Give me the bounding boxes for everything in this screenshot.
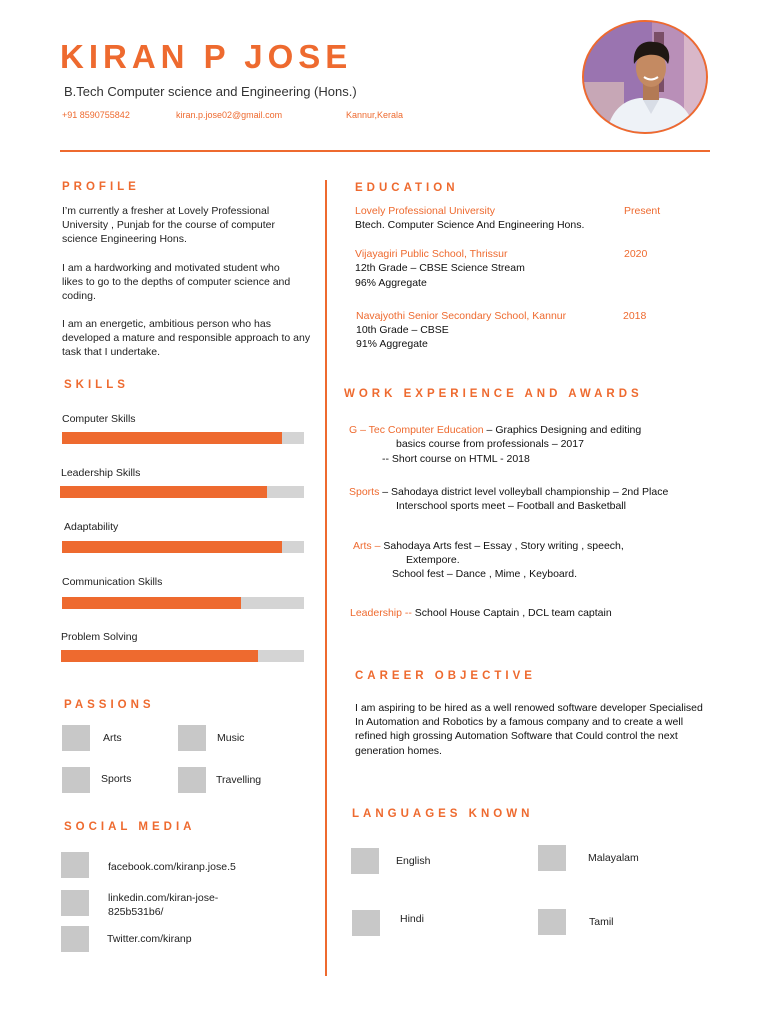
travelling-icon xyxy=(178,767,206,793)
education-detail: Btech. Computer Science And Engineering Hons. xyxy=(355,219,585,231)
profile-paragraph-1: I’m currently a fresher at Lovely Professional University , Punjab for the course of computer science Engineering Hons. xyxy=(62,205,276,246)
work-entry-label: G – Tec Computer Education xyxy=(349,424,484,436)
work-entry-leadership xyxy=(350,607,612,619)
hindi-icon xyxy=(352,910,380,936)
arts-icon xyxy=(62,725,90,751)
education-detail: 10th Grade – CBSE xyxy=(356,324,449,336)
facebook-link[interactable]: facebook.com/kiranp.jose.5 xyxy=(108,861,236,873)
skill-label: Problem Solving xyxy=(61,631,138,643)
skill-bar xyxy=(62,597,304,609)
career-objective-heading: CAREER OBJECTIVE xyxy=(355,670,536,682)
education-institution: Vijayagiri Public School, Thrissur xyxy=(355,248,508,260)
malayalam-icon xyxy=(538,845,566,871)
linkedin-link-continued[interactable]: 825b531b6/ xyxy=(108,906,164,918)
profile-photo xyxy=(582,20,708,134)
education-institution: Navajyothi Senior Secondary School, Kannur xyxy=(356,310,567,322)
work-entry-label: Leadership -- xyxy=(350,607,412,619)
passion-item: Music xyxy=(217,732,245,744)
profile-paragraph-3: I am an energetic, ambitious person who has developed a mature and responsible approach to any task that I undertake. xyxy=(62,318,311,359)
skill-bar-fill xyxy=(60,486,267,498)
work-entry-line: basics course from professionals – 2017 xyxy=(396,438,584,450)
education-score: 96% Aggregate xyxy=(355,277,427,289)
work-experience-heading: WORK EXPERIENCE AND AWARDS xyxy=(344,388,643,400)
skills-heading: SKILLS xyxy=(64,379,129,391)
work-entry-gtec xyxy=(349,424,641,436)
twitter-icon xyxy=(61,926,89,952)
skill-bar xyxy=(62,541,304,553)
work-entry-line: Interschool sports meet – Football and Basketball xyxy=(396,500,626,512)
work-entry-line: -- Short course on HTML - 2018 xyxy=(382,453,530,465)
languages-heading: LANGUAGES KNOWN xyxy=(352,808,534,820)
skill-bar xyxy=(62,432,304,444)
column-divider xyxy=(325,180,327,976)
candidate-name: KIRAN P JOSE xyxy=(60,38,353,75)
skill-label: Computer Skills xyxy=(62,413,136,425)
language-item: English xyxy=(396,855,431,867)
passion-item: Travelling xyxy=(216,774,262,786)
email-address: kiran.p.jose02@gmail.com xyxy=(176,110,283,120)
profile-paragraph-2: I am a hardworking and motivated student who likes to go to the depths of computer science and coding. xyxy=(62,262,291,303)
twitter-link[interactable]: Twitter.com/kiranp xyxy=(107,933,192,945)
work-entry-label: Arts – xyxy=(353,540,381,552)
work-entry-text: Sahodaya Arts fest – Essay , Story writing , speech, xyxy=(380,540,624,552)
linkedin-icon xyxy=(61,890,89,916)
education-year: 2018 xyxy=(623,310,647,322)
work-entry-text: School House Captain , DCL team captain xyxy=(411,607,612,619)
facebook-icon xyxy=(61,852,89,878)
degree-title: B.Tech Computer science and Engineering (Hons.) xyxy=(64,84,357,99)
skill-bar xyxy=(61,650,304,662)
education-institution: Lovely Professional University xyxy=(355,205,496,217)
skill-bar-fill xyxy=(62,541,282,553)
education-year: Present xyxy=(624,205,661,217)
skill-label: Adaptability xyxy=(64,521,119,533)
passion-item: Arts xyxy=(103,732,122,744)
skill-label: Leadership Skills xyxy=(61,467,141,479)
header-divider xyxy=(60,150,710,152)
music-icon xyxy=(178,725,206,751)
person-photo-illustration xyxy=(584,22,708,134)
passions-heading: PASSIONS xyxy=(64,699,155,711)
work-entry-label: Sports xyxy=(349,486,380,498)
education-heading: EDUCATION xyxy=(355,182,459,194)
english-icon xyxy=(351,848,379,874)
education-detail: 12th Grade – CBSE Science Stream xyxy=(355,262,525,274)
linkedin-link[interactable]: linkedin.com/kiran-jose- xyxy=(108,892,219,904)
work-entry-arts xyxy=(353,540,624,552)
language-item: Tamil xyxy=(589,916,614,928)
profile-heading: PROFILE xyxy=(62,181,140,193)
location: Kannur,Kerala xyxy=(346,110,404,120)
tamil-icon xyxy=(538,909,566,935)
language-item: Hindi xyxy=(400,913,424,925)
skill-label: Communication Skills xyxy=(62,576,163,588)
work-entry-text: – Sahodaya district level volleyball championship – 2nd Place xyxy=(379,486,669,498)
skill-bar-fill xyxy=(61,650,258,662)
work-entry-line: School fest – Dance , Mime , Keyboard. xyxy=(392,568,578,580)
education-year: 2020 xyxy=(624,248,648,260)
social-media-heading: SOCIAL MEDIA xyxy=(64,821,196,833)
work-entry-text: – Graphics Designing and editing xyxy=(483,424,642,436)
language-item: Malayalam xyxy=(588,852,639,864)
skill-bar xyxy=(60,486,304,498)
work-entry-sports xyxy=(349,486,668,498)
passion-item: Sports xyxy=(101,773,132,785)
sports-icon xyxy=(62,767,90,793)
skill-bar-fill xyxy=(62,432,282,444)
work-entry-line: Extempore. xyxy=(406,554,460,566)
career-objective-text: I am aspiring to be hired as a well renowed software developer Specialised In Automation and Robotics by a famous company and to create a well refined high grossing Automation Software that Could control the next generation homes. xyxy=(355,702,703,757)
phone-number: +91 8590755842 xyxy=(62,110,130,120)
education-score: 91% Aggregate xyxy=(356,338,428,350)
skill-bar-fill xyxy=(62,597,241,609)
